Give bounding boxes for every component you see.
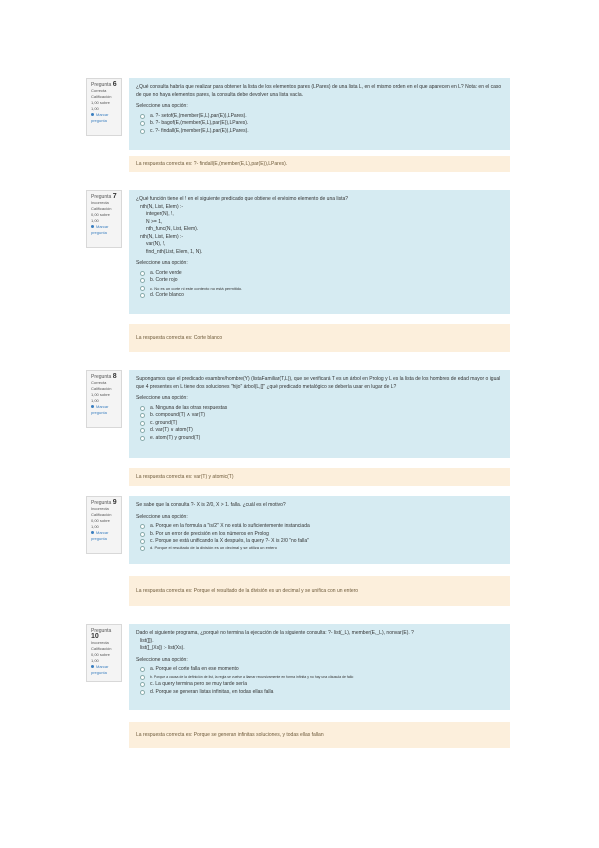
question-score: Calificación 1,00 sobre 1,00	[91, 386, 112, 403]
question-info	[86, 78, 122, 136]
question-number: Pregunta 9	[91, 499, 117, 506]
question-text: Supongamos que el predicado esambre/hombre(Y) (listaFamiliar(T,L)), que se verificará T es un árbol en Prolog y L es la lista de los hombres de edad mayor o igual que 4 presentes en L tiene dos soluciones "hijo" árbol(L,[]" ¿qué predicado metalógico se debería usar en lugar de L?	[136, 376, 501, 390]
question-text: Se sabe que la consulta ?- X is 2/0, X > 1. falla. ¿cuál es el motivo?	[136, 502, 286, 508]
answer-option[interactable]: b. compound(T) ∧ var(T)	[136, 412, 503, 420]
code-block	[136, 638, 503, 653]
code-line: nth(N, List, Elem) :-	[140, 203, 184, 210]
answer-option[interactable]: a. Ninguna de las otras respuestas	[136, 405, 503, 413]
flag-question-link[interactable]: Marcar pregunta	[91, 224, 109, 235]
answer-option[interactable]: a. Porque en la formula a "is/2" X no está lo suficientemente instanciada	[136, 523, 503, 531]
answer-option[interactable]: d. var(T) ∨ atom(T)	[136, 427, 503, 435]
radio-icon[interactable]	[140, 546, 145, 551]
code-line: list([]).	[140, 637, 154, 644]
question-status: Correcta	[91, 88, 107, 93]
code-line: N >= 1,	[146, 218, 163, 225]
question-text: ¿Qué función tiene el ! en el siguiente predicado que obtiene el enésimo elemento de una lista?	[136, 196, 349, 202]
radio-icon[interactable]	[140, 129, 145, 134]
question-score: Calificación 0,00 sobre 1,00	[91, 646, 112, 663]
code-line: list([_|Xs]) :- list(Xs).	[140, 645, 185, 651]
flag-icon	[91, 665, 94, 668]
code-line: nth(N, List, Elem) :-	[140, 233, 184, 240]
radio-icon[interactable]	[140, 278, 145, 283]
question-body	[129, 370, 510, 458]
answer-prompt: Seleccione una opción:	[136, 656, 188, 663]
radio-icon[interactable]	[140, 690, 145, 695]
flag-icon	[91, 225, 94, 228]
radio-icon[interactable]	[140, 293, 145, 298]
radio-icon[interactable]	[140, 121, 145, 126]
question-info	[86, 624, 122, 682]
radio-icon[interactable]	[140, 421, 145, 426]
radio-icon[interactable]	[140, 114, 145, 119]
answer-prompt: Seleccione una opción:	[136, 513, 188, 520]
question-body	[129, 190, 510, 314]
question-number: Pregunta 10	[91, 628, 112, 640]
flag-icon	[91, 113, 94, 116]
question-status: Incorrecta	[91, 640, 109, 645]
answer-option[interactable]: c. ?- findall(E,(member(E,L),par(E)),LPares).	[136, 128, 503, 136]
radio-icon[interactable]	[140, 271, 145, 276]
question-status: Correcta	[91, 380, 107, 385]
radio-icon[interactable]	[140, 406, 145, 411]
radio-icon[interactable]	[140, 524, 145, 529]
question-number: Pregunta 6	[91, 81, 117, 88]
question-status: Incorrecta	[91, 200, 109, 205]
question-score: Calificación 0,00 sobre 1,00	[91, 206, 112, 223]
feedback-correct-answer: La respuesta correcta es: Porque se generan infinitas soluciones, y todas ellas fallan	[129, 722, 510, 748]
radio-icon[interactable]	[140, 413, 145, 418]
radio-icon[interactable]	[140, 675, 145, 680]
radio-icon[interactable]	[140, 436, 145, 441]
question-info	[86, 190, 122, 248]
radio-icon[interactable]	[140, 532, 145, 537]
answer-option[interactable]: d. Porque se generan listas infinitas, en todas ellas falla	[136, 689, 503, 697]
radio-icon[interactable]	[140, 428, 145, 433]
answer-option[interactable]: b. Por un error de precisión en los números en Prolog	[136, 531, 503, 539]
answer-option[interactable]: c. No es un corte ni este contexto no está permitido.	[136, 285, 503, 293]
answer-option[interactable]: e. atom(T) y ground(T)	[136, 435, 503, 443]
question-body	[129, 496, 510, 564]
answer-prompt: Seleccione una opción:	[136, 103, 188, 109]
flag-question-link[interactable]: Marcar pregunta	[91, 530, 109, 541]
flag-question-link[interactable]: Marcar pregunta	[91, 404, 109, 415]
flag-question-link[interactable]: Marcar pregunta	[91, 664, 109, 675]
question-text: ¿Qué consulta habría que realizar para obtener la lista de los elementos pares (LPares) de una lista L, en el mismo orden en el que aparecen en L? Nota: en el caso de que no haya elementos pares, la consulta debe devolver una lista vacía.	[136, 84, 502, 98]
question-number: Pregunta 7	[91, 193, 117, 200]
answer-option[interactable]: a. Corte verde	[136, 270, 503, 278]
code-line: nth_func(N, List, Elem).	[146, 226, 199, 232]
question-body	[129, 624, 510, 710]
code-line: find_nth(List, Elem, 1, N).	[146, 248, 203, 255]
question-info	[86, 496, 122, 554]
answer-option[interactable]: c. Porque se está unificando la X después, la query ?- X is 2/0 "no falla"	[136, 538, 503, 546]
answer-option[interactable]: a. ?- setof(E,(member(E,L),par(E)),LPares).	[136, 113, 503, 121]
feedback-correct-answer: La respuesta correcta es: Porque el resultado de la división es un decimal y se unifica con un entero	[129, 576, 510, 606]
radio-icon[interactable]	[140, 667, 145, 672]
feedback-correct-answer: La respuesta correcta es: var(T) y atomic(T)	[129, 468, 510, 486]
flag-icon	[91, 405, 94, 408]
radio-icon[interactable]	[140, 286, 145, 291]
question-score: Calificación 0,00 sobre 1,00	[91, 512, 112, 529]
answer-option[interactable]: b. Corte rojo	[136, 277, 503, 285]
flag-question-link[interactable]: Marcar pregunta	[91, 112, 109, 123]
answer-option[interactable]: d. Corte blanco	[136, 292, 503, 300]
answer-prompt: Seleccione una opción:	[136, 395, 188, 401]
question-body	[129, 78, 510, 150]
question-text: Dado el siguiente programa, ¿porqué no termina la ejecución de la siguiente consulta: ?- list(_L), member(E,_L), nonvar(E). ?	[136, 630, 414, 636]
feedback-correct-answer: La respuesta correcta es: Corte blanco	[129, 324, 510, 352]
answer-option[interactable]: b. ?- bagof(E,(member(E,L),par(E)),LPares).	[136, 120, 503, 128]
flag-icon	[91, 531, 94, 534]
answer-prompt: Seleccione una opción:	[136, 260, 188, 266]
code-block	[136, 204, 503, 257]
answer-option[interactable]: b. Porque a causa de la definición de list, la regla se vuelve a llamar recursivamente en forma infinita y no hay una cláusula de fallo	[136, 674, 503, 682]
question-number: Pregunta 8	[91, 373, 117, 380]
question-score: Calificación 1,00 sobre 1,00	[91, 94, 112, 111]
question-status: Incorrecta	[91, 506, 109, 511]
radio-icon[interactable]	[140, 682, 145, 687]
feedback-correct-answer: La respuesta correcta es: ?- findall(E,(member(E,L),par(E)),LPares).	[129, 156, 510, 172]
answer-option[interactable]: d. Porque el resultado de la división es un decimal y se utiliza un entero	[136, 546, 503, 551]
code-line: var(N), !,	[146, 241, 166, 247]
radio-icon[interactable]	[140, 539, 145, 544]
code-line: integer(N), !,	[146, 211, 174, 217]
answer-option[interactable]: a. Porque el corte falla en ese momento	[136, 666, 503, 674]
answer-option[interactable]: c. La query termina pero se muy tarde sería	[136, 681, 503, 689]
question-info	[86, 370, 122, 428]
answer-option[interactable]: c. ground(T)	[136, 420, 503, 428]
